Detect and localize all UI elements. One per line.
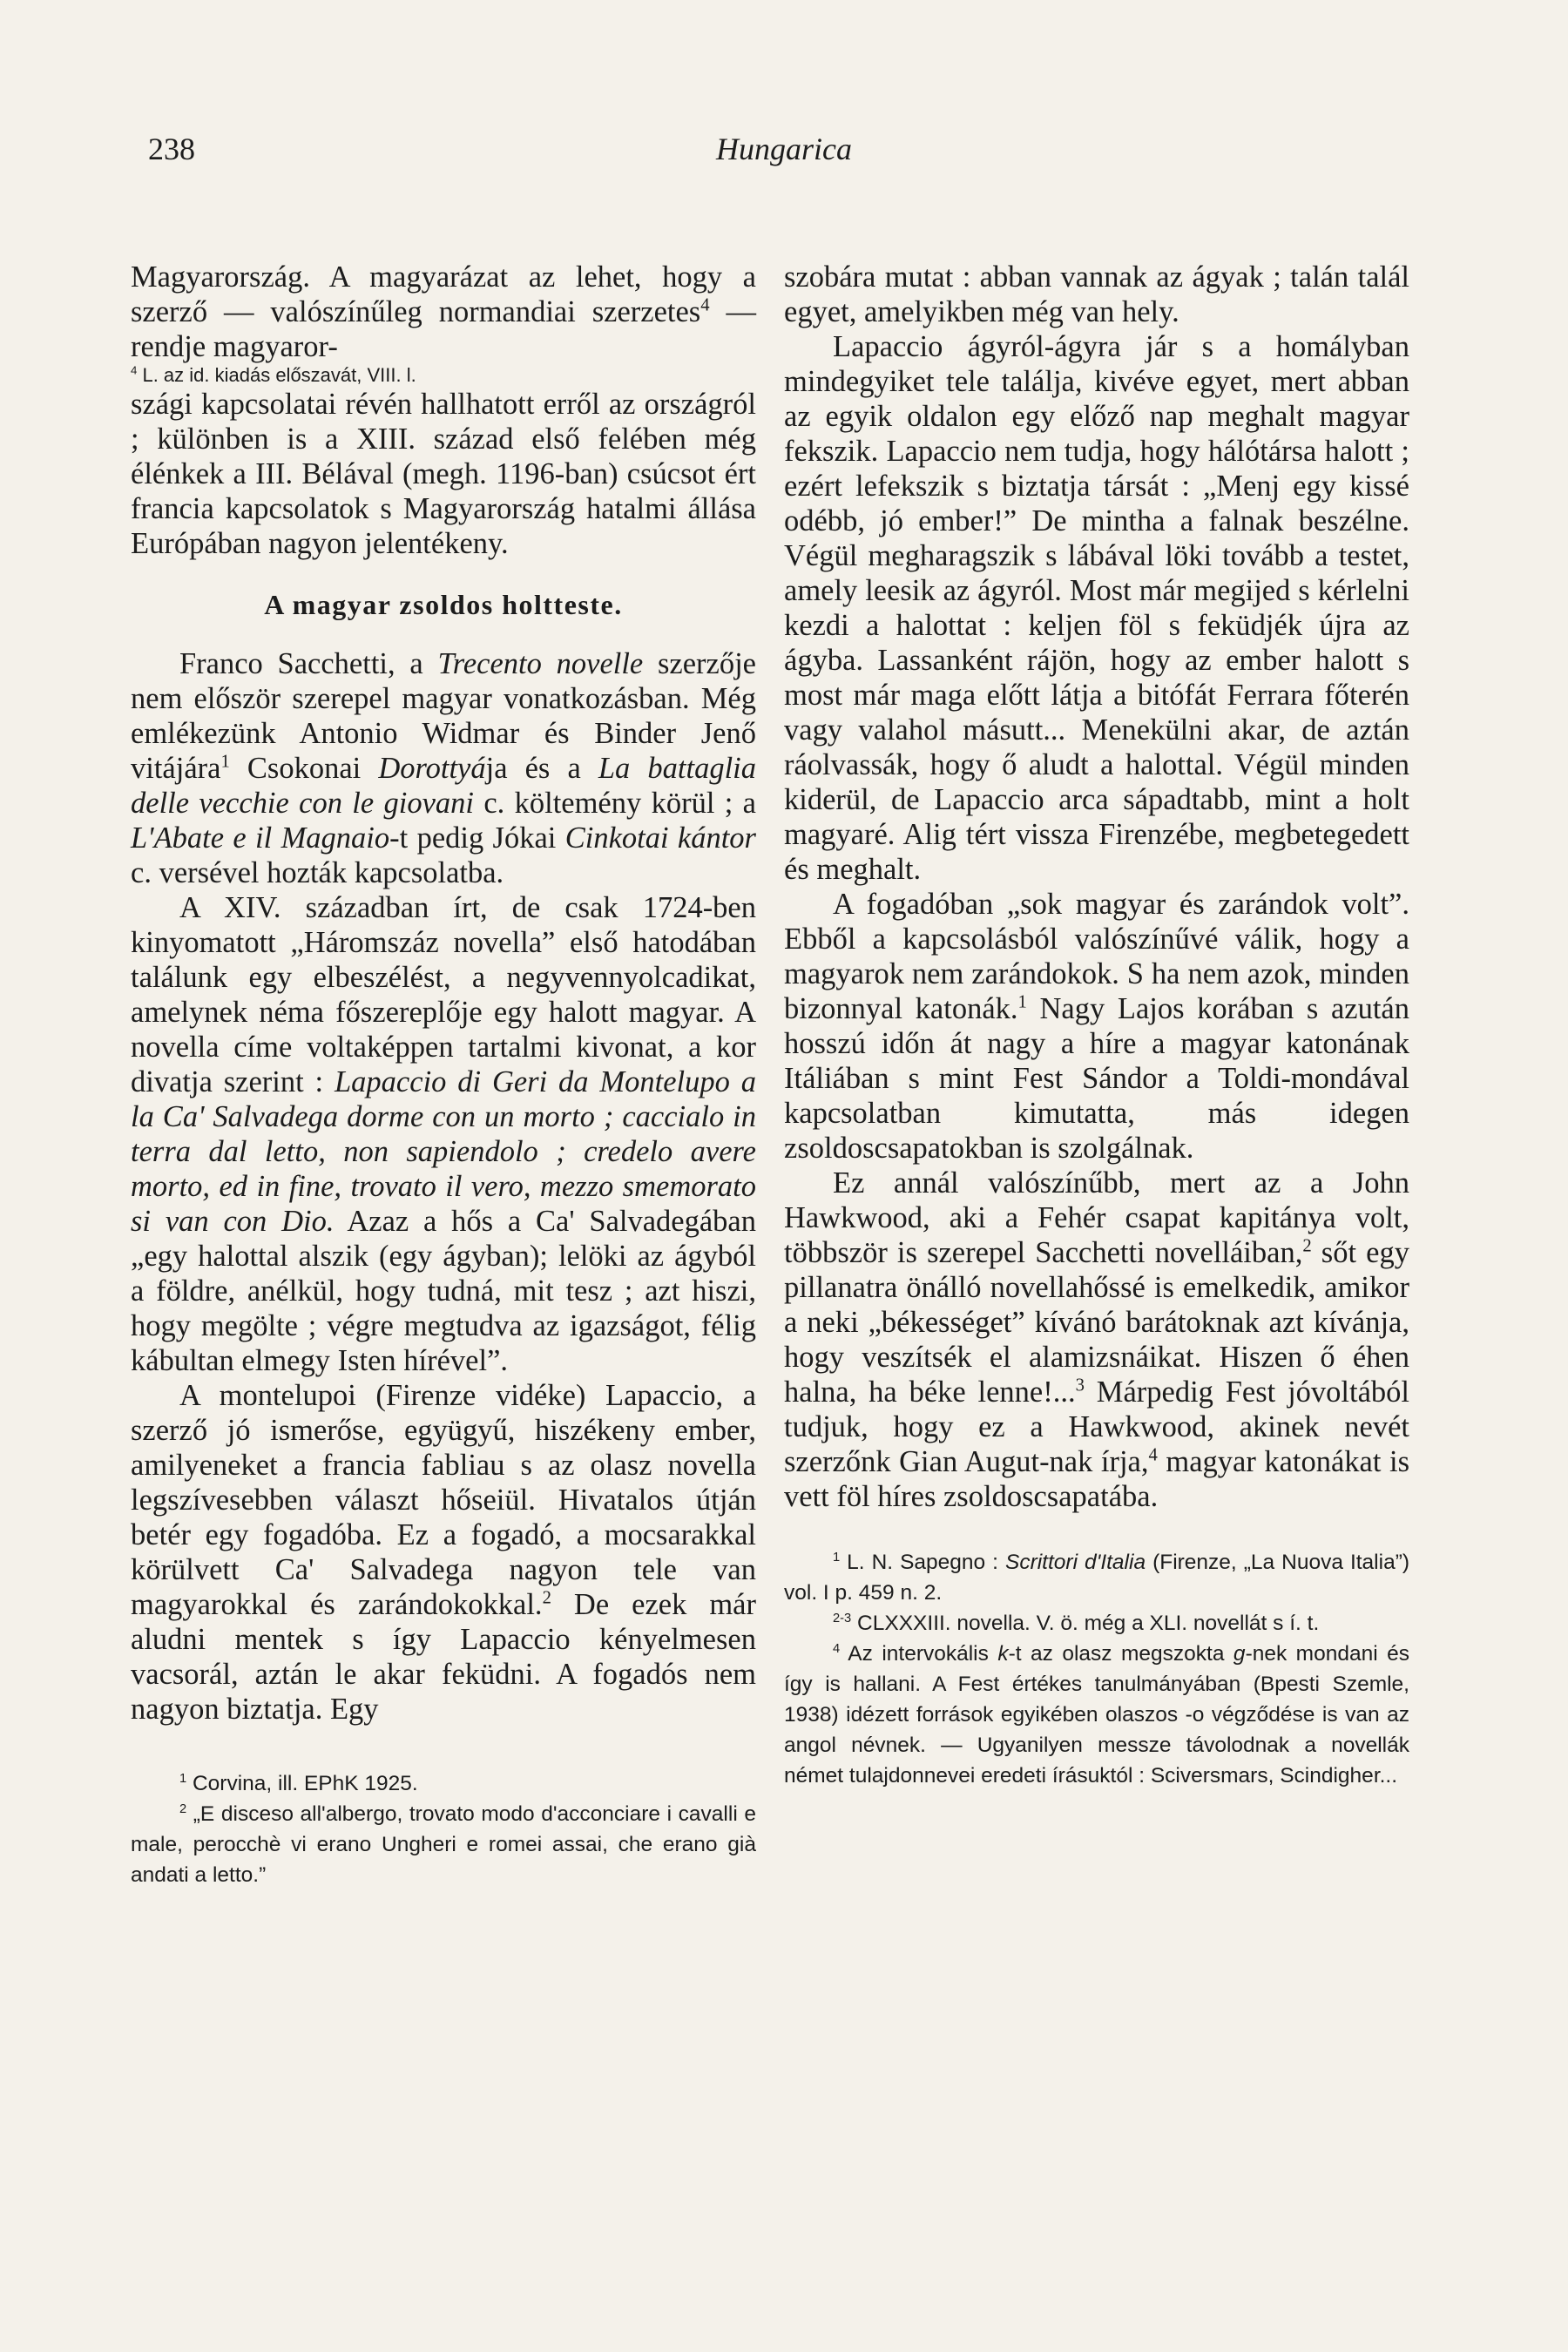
footnote-ref: 2 [542, 1588, 551, 1608]
text-run: ja és a [485, 752, 598, 785]
page-number: 238 [148, 132, 195, 166]
footnote-2-3 [784, 1608, 1409, 1639]
footnote-ref: 3 [1075, 1375, 1085, 1396]
text-run: L. az id. kiadás előszavát, VIII. l. [137, 364, 416, 386]
footnote-mark: 4 [131, 363, 138, 377]
italic-quote: Lapaccio di Geri da Montelupo a la Ca' Salvadega dorme con un morto ; caccialo in terra dal letto, non sapiendolo ; credelo avere morto, ed in fine, trovato il vero, mezzo smemorato si van con Dio. [131, 1065, 756, 1238]
text-run: — rendje magyaror- [131, 295, 756, 363]
text-run: A montelupoi (Firenze vidéke) Lapaccio, a szerző jó ismerőse, együgyű, hiszékeny ember, amilyeneket a francia fabliau s az olasz novella legszívesebben választ hőseiül. Hivatalos útján betér egy fogadóba. Ez a fogadó, a mocsarakkal körülvett Ca' Salvadega nagyon tele van magyarokkal és zarándokokkal. [131, 1379, 756, 1621]
paragraph-5: szobára mutat : abban vannak az ágyak ; talán talál egyet, amelyikben még van hely. [784, 260, 1409, 328]
text-run: c. költemény körül ; a [474, 787, 756, 820]
paragraph-4 [131, 1378, 756, 1727]
footnote-ref: 1 [1017, 992, 1027, 1012]
text-run: szerzője nem először szerepel magyar vonatkozásban. Még emlékezünk Antonio Widmar és Binder Jenő vitájára [131, 647, 756, 785]
footnote-mark: 2-3 [833, 1611, 852, 1625]
italic-letter: g [1233, 1642, 1246, 1666]
text-run: A fogadóban „sok magyar és zarándok volt”. Ebből a kapcsolásból valószínűvé válik, hogy a magyarok nem zarándokok. S ha nem azok, minden bizonnyal katonák. [784, 888, 1409, 1025]
italic-title: Cinkotai kántor [564, 821, 756, 855]
text-run: CLXXXIII. novella. V. ö. még a XLI. novellát s í. t. [851, 1612, 1320, 1635]
inline-footnote [131, 364, 756, 387]
footnote-1 [784, 1547, 1409, 1608]
text-run: (Firenze, „La Nuova Italia”) vol. I p. 459 n. 2. [784, 1551, 1410, 1605]
left-column [131, 260, 756, 1890]
paragraph-2 [131, 646, 756, 890]
footnote-mark: 1 [833, 1550, 841, 1565]
text-run: Csokonai [229, 752, 379, 785]
text-run: Ez annál valószínűbb, mert az a John Hawkwood, aki a Fehér csapat kapitánya volt, többször is szerepel Sacchetti novelláiban, [784, 1166, 1409, 1269]
text-run: Az intervokális [840, 1642, 998, 1666]
italic-title: La battaglia delle vecchie con le giovani [131, 752, 757, 820]
italic-title: Trecento novelle [437, 647, 644, 680]
footnote-mark: 2 [179, 1801, 187, 1816]
footnote-ref: 1 [220, 752, 230, 772]
left-footnotes [131, 1768, 756, 1890]
paragraph-6: Lapaccio ágyról-ágyra jár s a homályban mindegyiket tele találja, kivéve egyet, mert abban az egyik oldalon egy előző nap meghalt magyar fekszik. Lapaccio nem tudja, hogy hálótársa halott ; ezért lefekszik s biztatja társát : „Menj egy kissé odébb, jó ember!” De mintha a falnak beszélne. Végül megharagszik s lábával löki tovább a testet, amely leesik az ágyról. Most már megijed s kérlelni kezdi a halottat : keljen föl s feküdjék újra az ágyba. Lassanként rájön, hogy az ember halott s most már maga előtt látja a bitófát Ferrara főterén vagy valahol másutt... Menekülni akar, de aztán ráolvassák, hogy ő aludt a halottal. Végül minden kiderül, de Lapaccio arca sápadtabb, mint a holt magyaré. Alig tért vissza Firenzébe, megbetegedett és meghalt. [784, 330, 1409, 886]
paragraph-1 [131, 260, 756, 364]
text-run: Franco Sacchetti, a [179, 647, 438, 680]
footnote-ref: 2 [1302, 1236, 1312, 1256]
text-run: Azaz a hős a Ca' Salvadegában „egy halottal alszik (egy ágyban); lelöki az ágyból a földre, anélkül, hogy tudná, mit tesz ; azt hiszi, hogy megölte ; végre megtudva az igazságot, félig kábultan elmegy Isten hírével”. [131, 1205, 756, 1377]
footnote-ref: 4 [700, 295, 710, 315]
text-run: Corvina, ill. EPhK 1925. [186, 1772, 418, 1795]
text-run: L. N. Sapegno : [840, 1551, 1005, 1574]
page-header [148, 131, 1420, 174]
paragraph-1-continued: szági kapcsolatai révén hallhatott erről az országról ; különben is a XIII. század első felében még élénkek a III. Bélával (megh. 1196-ban) csúcsot ért francia kapcsolatok s Magyarország hatalmi állása Európában nagyon jelentékeny. [131, 388, 756, 560]
text-run: Nagy Lajos korában s azután hosszú időn át nagy a híre a magyar katonának Itáliában s mint Fest Sándor a Toldi-mondával kapcsolatban kimutatta, más idegen zsoldoscsapatokban is szolgálnak. [784, 992, 1409, 1165]
text-run: „E disceso all'albergo, trovato modo d'acconciare i cavalli e male, perocchè vi erano Ungheri e romei assai, che erano già andati a letto.” [131, 1802, 756, 1887]
footnote-mark: 4 [833, 1641, 841, 1656]
italic-title: Dorottyá [378, 752, 486, 785]
text-run: De ezek már aludni mentek s így Lapaccio kényelmesen vacsorál, aztán le akar feküdni. A fogadós nem nagyon biztatja. Egy [131, 1588, 756, 1726]
italic-title: Scrittori d'Italia [1004, 1551, 1146, 1574]
text-run: c. versével hozták kapcsolatba. [131, 856, 504, 889]
text-run: -nek mondani és így is hallani. A Fest értékes tanulmányában (Bpesti Szemle, 1938) idézett források egyikében olaszos -o végződése is van az angol névnek. — Ugyanilyen messze távolodnak a novellák német tulajdonnevei eredeti írásuktól : Sciversmars, Scindigher... [784, 1642, 1409, 1788]
right-footnotes [784, 1547, 1409, 1791]
italic-letter: k [997, 1642, 1009, 1666]
text-run: Márpedig Fest jóvoltából tudjuk, hogy ez a Hawkwood, akinek nevét szerzőnk Gian Augut-nak írja, [784, 1375, 1409, 1478]
footnote-ref: 4 [1148, 1445, 1158, 1465]
text-run: Magyarország. A magyarázat az lehet, hogy a szerző — valószínűleg normandiai szerzetes [131, 260, 756, 328]
paragraph-8 [784, 1166, 1409, 1514]
italic-title: L'Abate e il Magnaio [131, 821, 390, 855]
footnote-2 [131, 1799, 756, 1890]
running-title: Hungarica [716, 132, 852, 166]
footnote-mark: 1 [179, 1771, 187, 1786]
paragraph-7 [784, 887, 1409, 1166]
right-column [784, 260, 1409, 1791]
text-run: -t pedig Jókai [389, 821, 565, 855]
footnote-4 [784, 1639, 1409, 1791]
text-run: magyar katonákat is vett föl híres zsoldoscsapatába. [784, 1445, 1409, 1513]
section-heading: A magyar zsoldos holtteste. [264, 589, 623, 620]
footnote-1 [131, 1768, 756, 1799]
text-run: A XIV. században írt, de csak 1724-ben kinyomatott „Háromszáz novella” első hatodában találunk egy elbeszélést, a negyvennyolcadikat, amelynek néma főszereplője egy halott magyar. A novella címe voltaképpen tartalmi kivonat, a kor divatja szerint : [131, 891, 756, 1098]
paragraph-3 [131, 890, 756, 1378]
text-run: -t az olasz megszokta [1008, 1642, 1233, 1666]
text-run: sőt egy pillanatra önálló novellahőssé is emelkedik, amikor a neki „békességet” kívánó barátoknak azt kívánja, hogy veszítsék el alamizsnáikat. Hiszen ő éhen halna, ha béke lenne!... [784, 1236, 1409, 1409]
